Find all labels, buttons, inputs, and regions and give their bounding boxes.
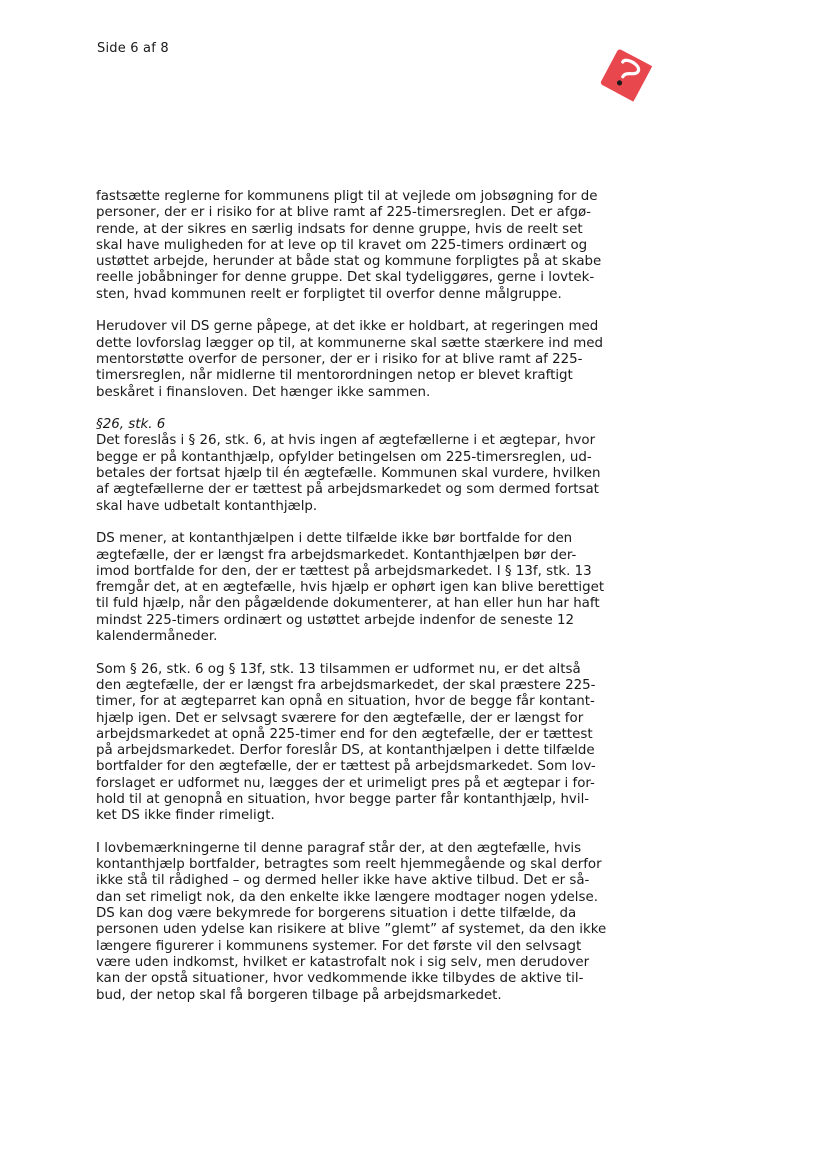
- text-line: imod bortfalde for den, der er tættest på arbejdsmarkedet. I § 13f, stk. 13: [96, 563, 592, 579]
- text-line: begge er på kontanthjælp, opfylder betingelsen om 225-timersreglen, ud-: [96, 449, 592, 465]
- text-line: bud, der netop skal få borgeren tilbage på arbejdsmarkedet.: [96, 987, 502, 1003]
- text-line: bortfalder for den ægtefælle, der er tættest på arbejdsmarkedet. Som lov-: [96, 759, 596, 775]
- ds-logo-icon: [594, 44, 658, 106]
- text-line: arbejdsmarkedet at opnå 225-timer end for den ægtefælle, der er tættest: [96, 726, 593, 742]
- text-line: kontanthjælp bortfalder, betragtes som reelt hjemmegående og skal derfor: [96, 857, 602, 873]
- text-line: Som § 26, stk. 6 og § 13f, stk. 13 tilsammen er udformet nu, er det altså: [96, 661, 581, 677]
- letter-body: [96, 189, 736, 1020]
- paragraph: [96, 531, 736, 645]
- paragraph: [96, 841, 736, 1004]
- text-line: skal have muligheden for at leve op til kravet om 225-timers ordinært og: [96, 237, 588, 253]
- text-line: betales der fortsat hjælp til én ægtefælle. Kommunen skal vurdere, hvilken: [96, 466, 601, 482]
- text-line: ket DS ikke finder rimeligt.: [96, 808, 275, 824]
- text-line: timersreglen, når midlerne til mentorordningen netop er blevet kraftigt: [96, 368, 573, 384]
- paragraph: [96, 189, 736, 303]
- text-line: skal have udbetalt kontanthjælp.: [96, 498, 318, 514]
- text-line: Det foreslås i § 26, stk. 6, at hvis ingen af ægtefællerne i et ægtepar, hvor: [96, 433, 596, 449]
- text-line: personer, der er i risiko for at blive ramt af 225-timersreglen. Det er afgø-: [96, 205, 591, 221]
- text-line: reelle jobåbninger for denne gruppe. Det skal tydeliggøres, gerne i lovtek-: [96, 270, 595, 286]
- page-number: Side 6 af 8: [97, 41, 169, 56]
- text-line: den ægtefælle, der er længst fra arbejdsmarkedet, der skal præstere 225-: [96, 677, 596, 693]
- text-line: dette lovforslag lægger op til, at kommunerne skal sætte stærkere ind med: [96, 335, 604, 351]
- text-line: rende, at der sikres en særlig indsats for denne gruppe, hvis de reelt set: [96, 221, 583, 237]
- text-line: mentorstøtte overfor de personer, der er i risiko for at blive ramt af 225-: [96, 351, 583, 367]
- text-line: ægtefælle, der er længst fra arbejdsmarkedet. Kontanthjælpen bør der-: [96, 547, 577, 563]
- text-line: DS kan dog være bekymrede for borgerens situation i dette tilfælde, da: [96, 906, 577, 922]
- text-line: af ægtefællerne der er tættest på arbejdsmarkedet og som dermed fortsat: [96, 482, 599, 498]
- text-line: personen uden ydelse kan risikere at blive ”glemt” af systemet, da den ikke: [96, 922, 607, 938]
- text-line: hjælp igen. Det er selvsagt sværere for den ægtefælle, der er længst for: [96, 710, 584, 726]
- text-line: kalendermåneder.: [96, 629, 218, 645]
- text-line: beskåret i finansloven. Det hænger ikke sammen.: [96, 384, 431, 400]
- text-line: hold til at genopnå en situation, hvor begge parter får kontanthjælp, hvil-: [96, 791, 590, 807]
- paragraph: [96, 319, 736, 400]
- text-line: på arbejdsmarkedet. Derfor foreslår DS, at kontanthjælpen i dette tilfælde: [96, 743, 595, 759]
- text-line: forslaget er udformet nu, lægges der et urimeligt pres på et ægtepar i for-: [96, 775, 595, 791]
- section-heading: §26, stk. 6: [96, 417, 166, 433]
- text-line: længere figurerer i kommunens systemer. For det første vil den selvsagt: [96, 938, 582, 954]
- text-line: til fuld hjælp, når den pågældende dokumenterer, at han eller hun har haft: [96, 596, 600, 612]
- text-line: ustøttet arbejde, herunder at både stat og kommune forpligtes på at skabe: [96, 254, 602, 270]
- text-line: fremgår det, at en ægtefælle, hvis hjælp er ophørt igen kan blive berettiget: [96, 580, 605, 596]
- text-line: være uden indkomst, hvilket er katastrofalt nok i sig selv, men derudover: [96, 954, 590, 970]
- text-line: DS mener, at kontanthjælpen i dette tilfælde ikke bør bortfalde for den: [96, 531, 573, 547]
- text-line: Herudover vil DS gerne påpege, at det ikke er holdbart, at regeringen med: [96, 319, 599, 335]
- text-line: sten, hvad kommunen reelt er forpligtet til overfor denne målgruppe.: [96, 286, 562, 302]
- text-line: mindst 225-timers ordinært og ustøttet arbejde indenfor de seneste 12: [96, 612, 575, 628]
- paragraph: [96, 662, 736, 825]
- text-line: ikke stå til rådighed – og dermed heller ikke have aktive tilbud. Det er så-: [96, 873, 590, 889]
- text-line: dan set rimeligt nok, da den enkelte ikke længere modtager nogen ydelse.: [96, 889, 598, 905]
- text-line: timer, for at ægteparret kan opnå en situation, hvor de begge får kontant-: [96, 694, 595, 710]
- text-line: I lovbemærkningerne til denne paragraf står der, at den ægtefælle, hvis: [96, 840, 582, 856]
- text-line: kan der opstå situationer, hvor vedkommende ikke tilbydes de aktive til-: [96, 971, 584, 987]
- text-line: fastsætte reglerne for kommunens pligt til at vejlede om jobsøgning for de: [96, 189, 598, 204]
- paragraph: [96, 417, 736, 515]
